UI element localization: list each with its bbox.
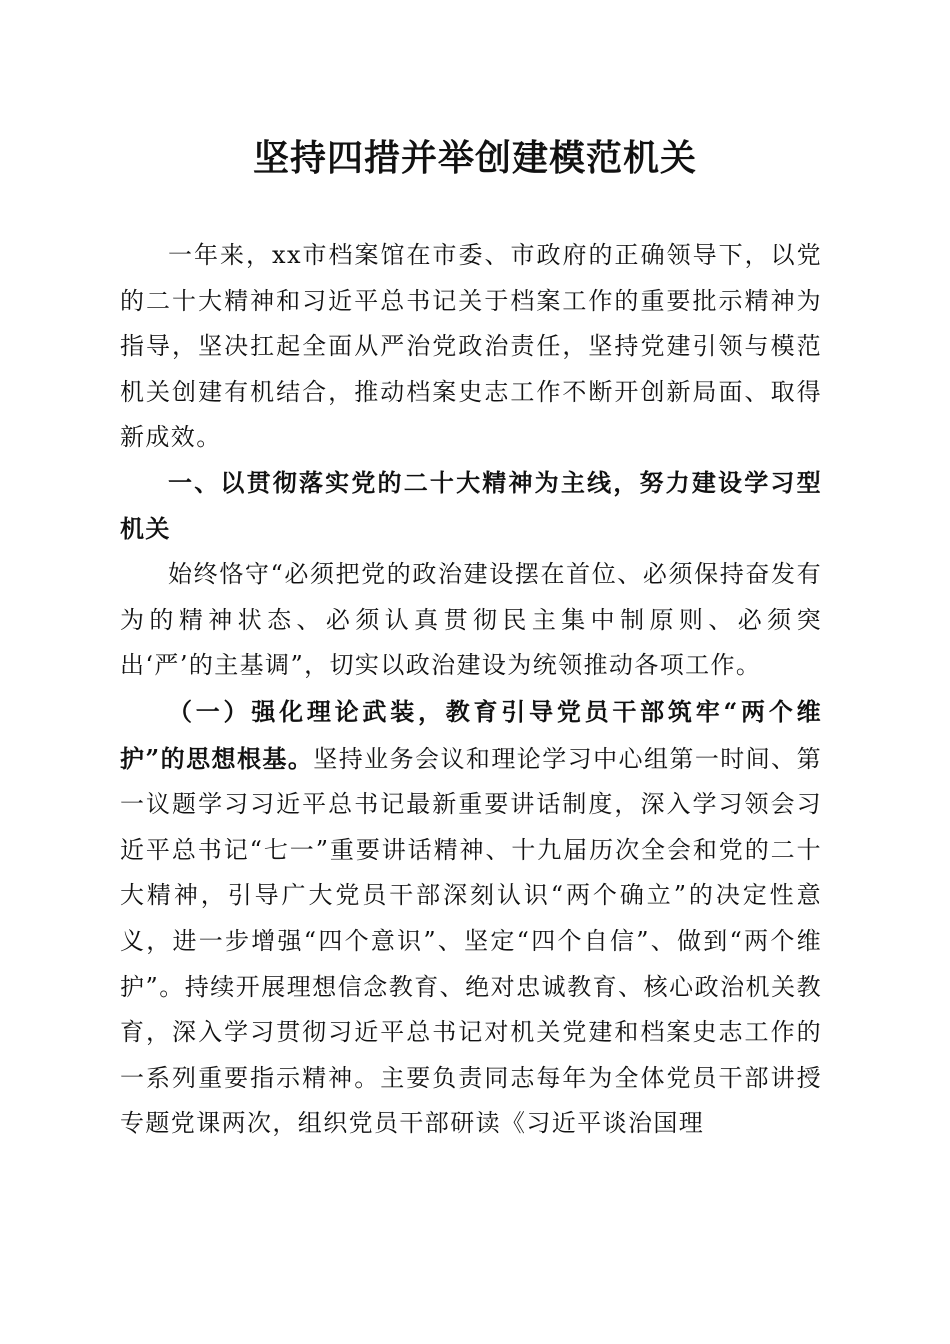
- document-body: [120, 233, 822, 1147]
- subsection-1-paragraph: [120, 689, 822, 1147]
- document-title: 坚持四措并举创建模范机关: [252, 137, 697, 179]
- subsection-heading-1: （一）强化理论武装，教育引导党员干部筑牢“两个维护”的思想根基。: [120, 696, 822, 773]
- subsection-1-text: 坚持业务会议和理论学习中心组第一时间、第一议题学习习近平总书记最新重要讲话制度，深入学习领会习近平总书记“七一”重要讲话精神、十九届历次全会和党的二十大精神，引导广大党员干部深刻认识“两个确立”的决定性意义，进一步增强“四个意识”、坚定“四个自信”、做到“两个维护”。持续开展理想信念教育、绝对忠诚教育、核心政治机关教育，深入学习贯彻习近平总书记对机关党建和档案史志工作的一系列重要指示精神。主要负责同志每年为全体党员干部讲授专题党课两次，组织党员干部研读《习近平谈治国理: [120, 744, 822, 1138]
- intro-paragraph: 一年来，xx市档案馆在市委、市政府的正确领导下，以党的二十大精神和习近平总书记关于档案工作的重要批示精神为指导，坚决扛起全面从严治党政治责任，坚持党建引领与模范机关创建有机结合，推动档案史志工作不断开创新局面、取得新成效。: [120, 241, 822, 452]
- section-1-paragraph: 始终恪守“必须把党的政治建设摆在首位、必须保持奋发有为的精神状态、必须认真贯彻民主集中制原则、必须突出‘严’的主基调”，切实以政治建设为统领推动各项工作。: [120, 560, 822, 680]
- section-heading-1: 一、以贯彻落实党的二十大精神为主线，努力建设学习型机关: [120, 468, 822, 543]
